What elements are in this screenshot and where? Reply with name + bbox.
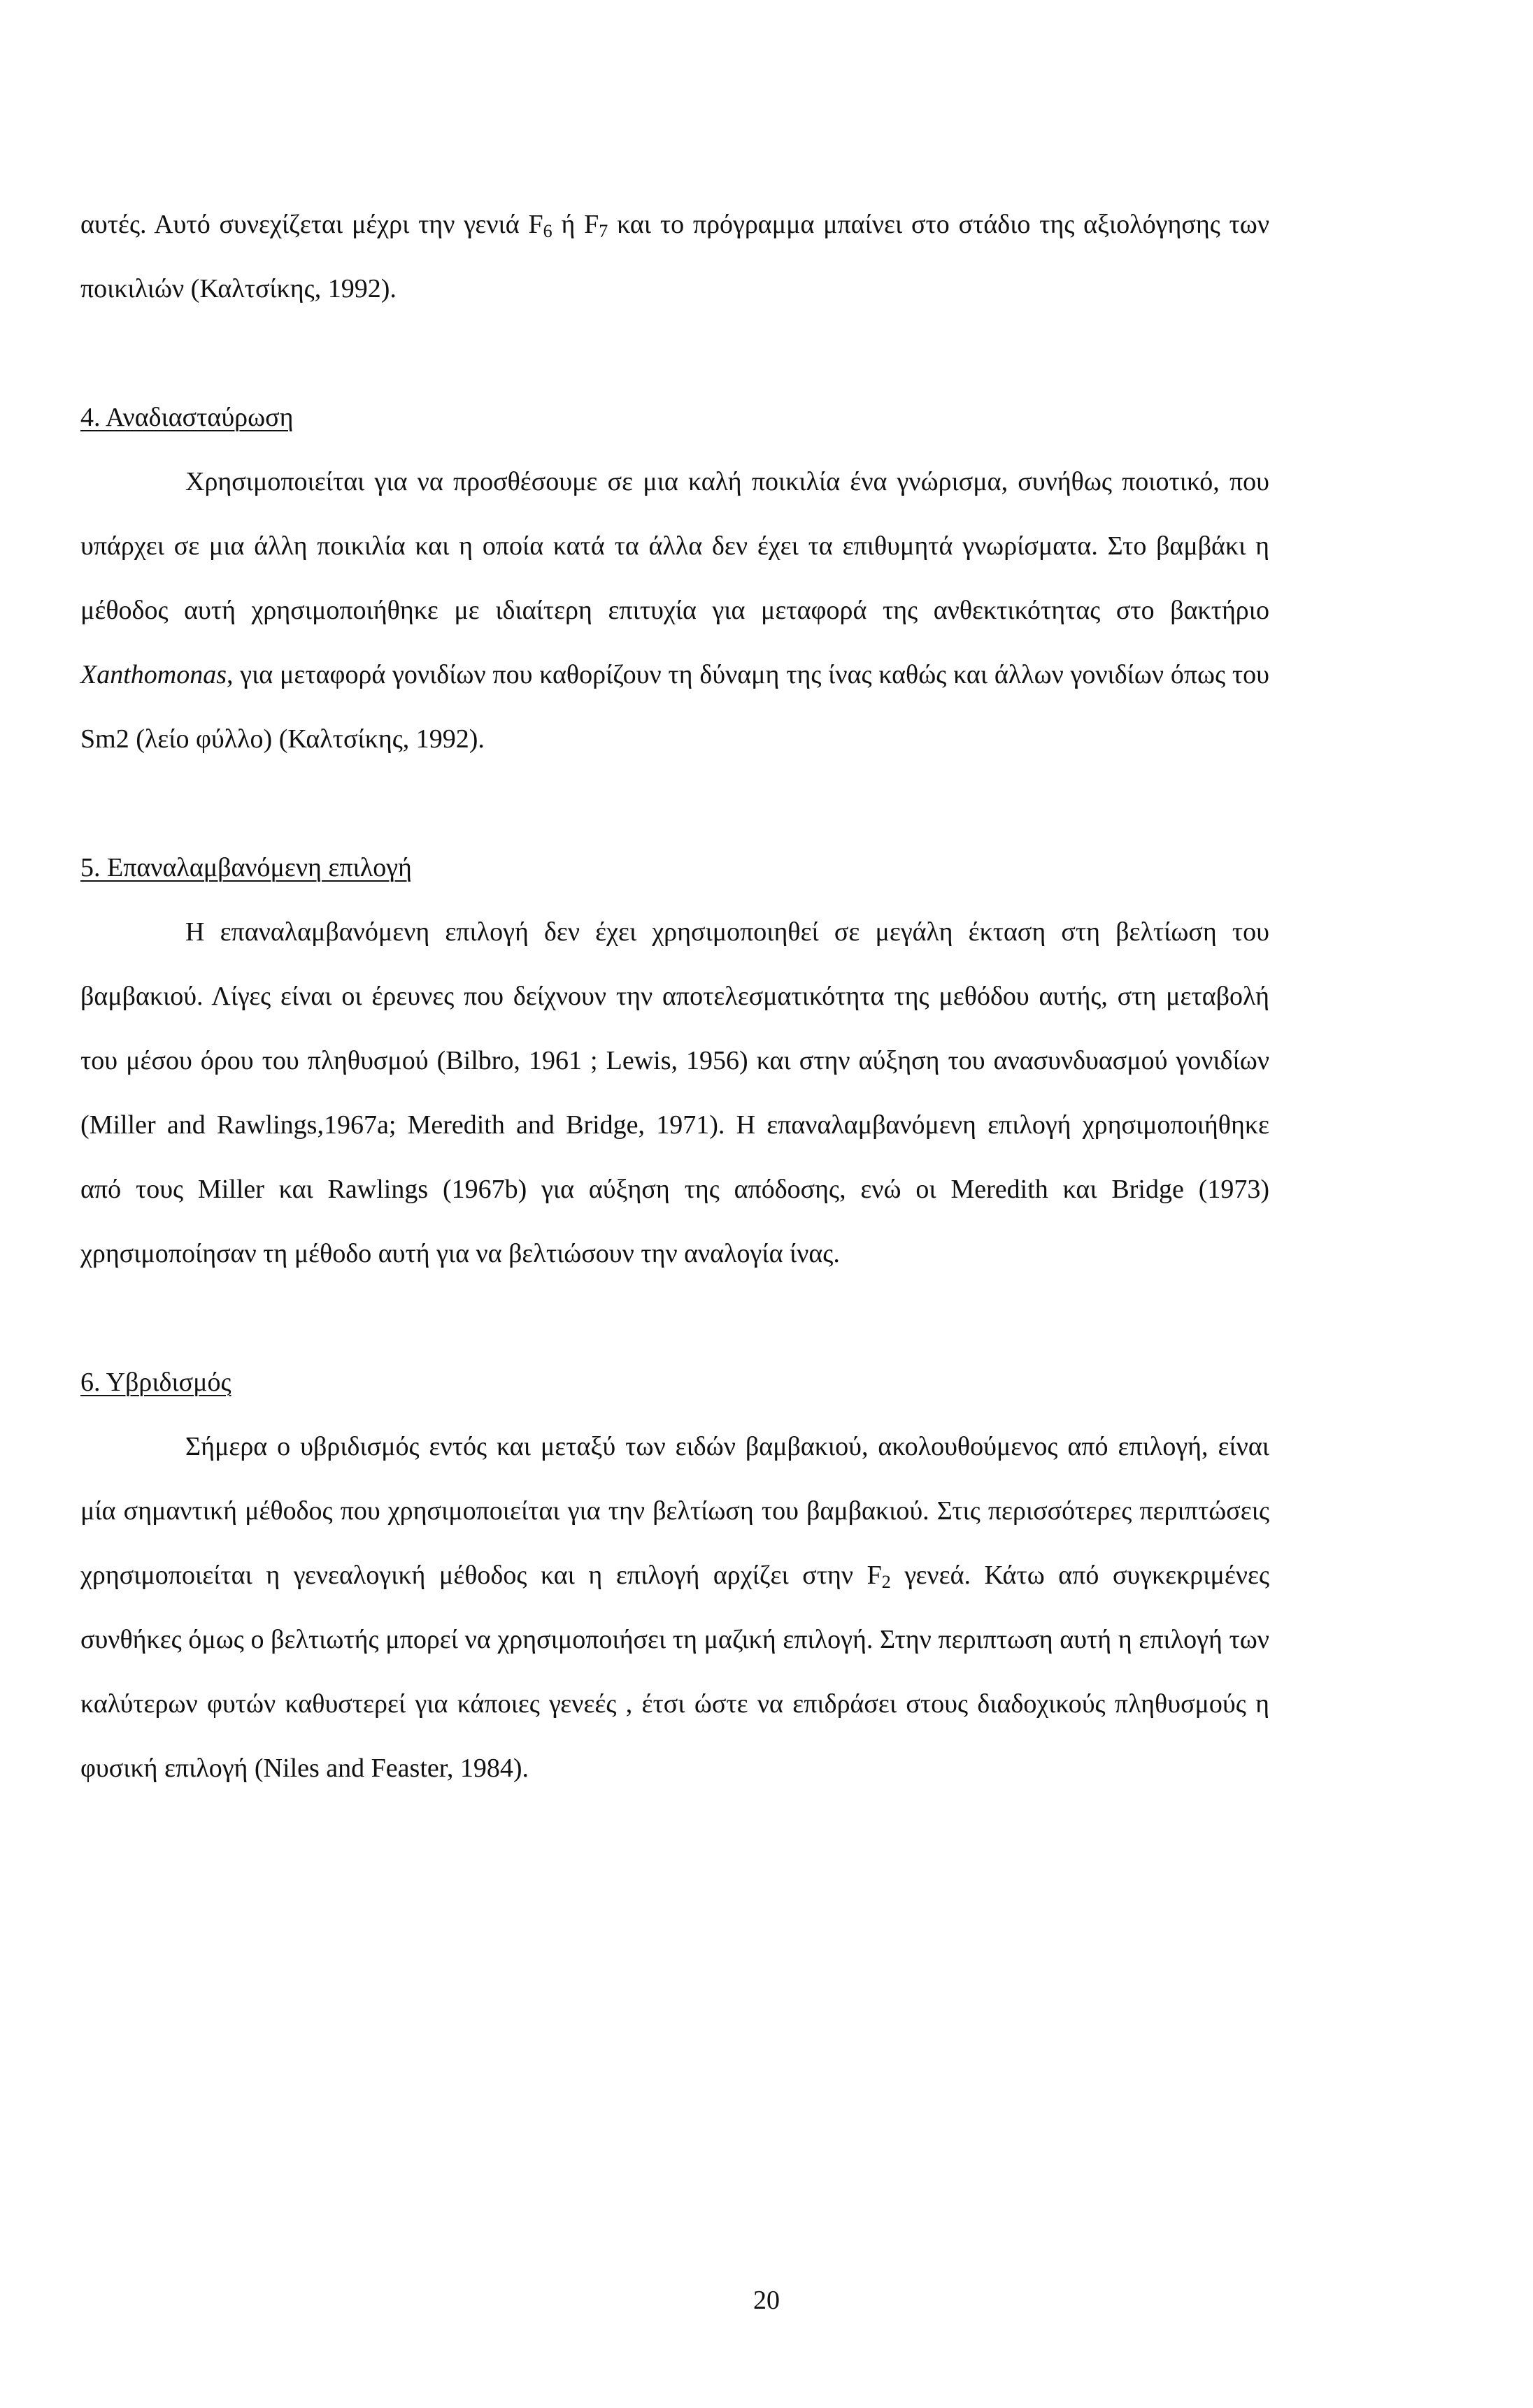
section-heading-text: 4. Αναδιασταύρωση — [80, 403, 294, 432]
subscript: 6 — [543, 221, 552, 241]
continuation-text: και το πρόγραμμα μπαίνει στο στάδιο της αξιολόγησης των ποικιλιών (Καλτσίκης, 1992). — [80, 210, 1270, 303]
section-heading — [80, 385, 1269, 450]
species-name: Xanthomonas — [80, 660, 227, 689]
section-heading-text: 6. Υβριδισμός — [80, 1368, 231, 1397]
body-text — [80, 192, 1269, 1800]
section-heading-text: 5. Επαναλαμβανόμενη επιλογή — [80, 853, 412, 882]
subscript: 2 — [881, 1572, 891, 1592]
spacer — [80, 771, 1269, 836]
continuation-text: αυτές. Αυτό συνεχίζεται μέχρι την γενιά F — [80, 210, 543, 239]
paragraph-text: Σήμερα ο υβριδισμός εντός και μεταξύ των ειδών βαμβακιού, ακολουθούμενος από επιλογή, είναι μία σημαντική μέθοδος που χρησιμοποιείται για την βελτίωση του βαμβακιού. Στις περισσότερες περιπτώσεις χρησιμοποιείται η γενεαλογική μέθοδος και η επιλογή αρχίζει στην F — [80, 1432, 1269, 1590]
paragraph-text: , για μεταφορά γονιδίων που καθορίζουν τη δύναμη της ίνας καθώς και άλλων γονιδίων όπως του Sm2 (λείο φύλλο) (Καλτσίκης, 1992). — [80, 660, 1269, 754]
page-number: 20 — [753, 2286, 780, 2315]
spacer — [80, 321, 1269, 385]
section-paragraph — [80, 450, 1269, 771]
subscript: 7 — [599, 221, 608, 241]
spacer — [80, 1286, 1269, 1350]
continuation-text: ή F — [552, 210, 599, 239]
section-paragraph — [80, 900, 1269, 1286]
section-heading — [80, 1350, 1269, 1414]
section-heading — [80, 836, 1269, 900]
section-paragraph — [80, 1414, 1269, 1800]
paragraph-text: γενεά. Κάτω από συγκεκριμένες συνθήκες όμως ο βελτιωτής μπορεί να χρησιμοποιήσει τη μαζική επιλογή. Στην περιπτωση αυτή η επιλογή των καλύτερων φυτών καθυστερεί για κάποιες γενεές , έτσι ώστε να επιδράσει στους διαδοχικούς πληθυσμούς η φυσική επιλογή (Niles and Feaster, 1984). — [80, 1561, 1269, 1783]
continuation-paragraph — [80, 192, 1269, 321]
paragraph-text: Η επαναλαμβανόμενη επιλογή δεν έχει χρησιμοποιηθεί σε μεγάλη έκταση στη βελτίωση του βαμβακιού. Λίγες είναι οι έρευνες που δείχνουν την αποτελεσματικότητα της μεθόδου αυτής, στη μεταβολή του μέσου όρου του πληθυσμού (Bilbro, 1961 ; Lewis, 1956) και στην αύξηση του ανασυνδυασμού γονιδίων (Miller and Rawlings,1967a; Meredith and Bridge, 1971). Η επαναλαμβανόμενη επιλογή χρησιμοποιήθηκε από τους Miller και Rawlings (1967b) για αύξηση της απόδοσης, ενώ οι Meredith και Bridge (1973) χρησιμοποίησαν τη μέθοδο αυτή για να βελτιώσουν την αναλογία ίνας. — [80, 917, 1269, 1268]
paragraph-text: Χρησιμοποιείται για να προσθέσουμε σε μια καλή ποικιλία ένα γνώρισμα, συνήθως ποιοτικό, που υπάρχει σε μια άλλη ποικιλία και η οποία κατά τα άλλα δεν έχει τα επιθυμητά γνωρίσματα. Στο βαμβάκι η μέθοδος αυτή χρησιμοποιήθηκε με ιδιαίτερη επιτυχία για μεταφορά της ανθεκτικότητας στο βακτήριο — [80, 467, 1269, 625]
